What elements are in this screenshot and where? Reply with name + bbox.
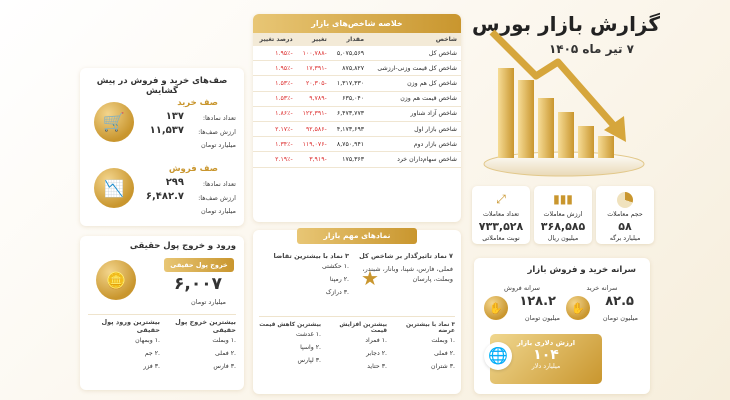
index-change-pct: -۲.۱۹٪: [253, 152, 297, 167]
col-change: تغییر: [297, 33, 331, 46]
demand-symbols: [259, 252, 349, 299]
sell-per-capita-unit: میلیون تومان: [524, 314, 560, 322]
buy-per-capita-value: ۸۲.۵: [605, 294, 634, 309]
stat-label: حجم معاملات: [607, 211, 643, 218]
table-row: [253, 152, 461, 167]
symbols-title: نمادهای مهم بازار: [297, 228, 417, 244]
dollar-value: ۱۰۴: [533, 347, 559, 363]
stat-unit: میلیون ریال: [547, 235, 579, 242]
index-value: ۸۷۵,۸۲۷: [331, 61, 368, 76]
table-row: [253, 106, 461, 121]
sell-per-capita: [484, 284, 560, 322]
stat-unit: نوبت معاملاتی: [482, 235, 520, 242]
index-name: شاخص کل هم وزن: [368, 76, 461, 91]
indices-card: [253, 14, 461, 222]
stat-value: ۳۶۸,۵۸۵: [540, 220, 586, 233]
cart-icon: 🛒: [94, 102, 134, 142]
buy-queue: [88, 96, 236, 152]
index-name: شاخص آزاد شناور: [368, 106, 461, 121]
index-change-pct: -۱.۹۵٪: [253, 61, 297, 76]
col-index: شاخص: [368, 33, 461, 46]
indices-table: [253, 33, 461, 168]
table-row: [253, 91, 461, 106]
col-change-pct: درصد تغییر: [253, 33, 297, 46]
sell-count-label: تعداد نمادها:: [202, 180, 236, 188]
sell-per-capita-label: سرانه فروش: [504, 284, 540, 292]
stat-volume: [596, 186, 654, 244]
buy-per-capita-unit: میلیون تومان: [602, 314, 638, 322]
hand-money-icon: ✋: [566, 296, 590, 320]
page-title: گزارش بازار بورس: [471, 12, 660, 36]
money-flow-title: ورود و خروج پول حقیقی: [129, 241, 236, 251]
top-outflow-title: بیشترین خروج پول حقیقی: [175, 318, 236, 334]
index-change-pct: -۲.۱۷٪: [253, 121, 297, 136]
index-change: -۲۰,۳۰۵: [297, 76, 331, 91]
list-item: .۳ فارس: [213, 363, 236, 370]
list-item: .۲ دجابر: [366, 350, 387, 357]
index-name: شاخص بازار دوم: [368, 137, 461, 152]
index-change-pct: -۱.۵۳٪: [253, 76, 297, 91]
supply-title: ۳ نماد با بیشترین عرضه: [406, 322, 455, 334]
index-value: ۱۷۵,۳۶۳: [331, 152, 368, 167]
list-item: .۳ حتاید: [367, 363, 387, 370]
per-capita-card: [474, 258, 650, 394]
sell-per-capita-value: ۱۲۸.۲: [519, 294, 556, 309]
globe-icon: 🌐: [484, 342, 512, 370]
index-change: -۹۲,۵۸۶: [297, 121, 331, 136]
fall-symbols: [259, 322, 321, 367]
list-item: .۱ وبملت: [212, 337, 236, 344]
index-value: ۴,۱۷۳,۶۹۳: [331, 121, 368, 136]
table-row: [253, 121, 461, 136]
index-value: ۶۳۵,۰۴۰: [331, 91, 368, 106]
star-icon: ★: [361, 266, 379, 290]
bar-chart-down-icon: 📉: [94, 168, 134, 208]
index-change: -۱۲۲,۳۹۱: [297, 106, 331, 121]
list-item: .۲ رمپنا: [329, 276, 349, 283]
index-name: شاخص بازار اول: [368, 121, 461, 136]
coins-icon: 🪙: [96, 260, 136, 300]
dollar-value-unit: میلیارد دلار: [531, 363, 561, 370]
dollar-value-box: [490, 334, 602, 384]
hand-money-icon: ✋: [484, 296, 508, 320]
per-capita-title: سرانه خرید و فروش بازار: [527, 265, 636, 275]
outflow-unit: میلیارد تومان: [190, 298, 226, 306]
demand-title: ۳ نماد با بیشترین تقاضا: [273, 252, 349, 260]
impact-title: ۷ نماد تاثیرگذار بر شاخص کل: [359, 252, 453, 260]
top-inflow: [88, 318, 160, 373]
supply-symbols: [391, 322, 455, 373]
list-item: .۲ واسپا: [300, 344, 321, 351]
stat-trades-count: [472, 186, 530, 244]
index-name: شاخص سهام‌داران خرد: [368, 152, 461, 167]
fall-title: بیشترین کاهش قیمت: [259, 322, 321, 328]
top-inflow-title: بیشترین ورود پول حقیقی: [101, 318, 160, 334]
outflow-badge: خروج پول حقیقی: [164, 258, 234, 272]
sell-queue: [88, 164, 236, 220]
col-value: مقدار: [331, 33, 368, 46]
list-item: .۳ لپارس: [297, 357, 321, 364]
rise-symbols: [325, 322, 387, 373]
symbols-card: [253, 230, 461, 394]
report-date: ۷ تیر ماه ۱۴۰۵: [548, 42, 634, 56]
falling-market-illustration: [476, 18, 652, 178]
index-name: شاخص کل: [368, 46, 461, 61]
table-row: [253, 137, 461, 152]
sell-value-label: ارزش صف‌ها:: [198, 194, 236, 202]
table-row: [253, 46, 461, 61]
index-value: ۱,۳۱۷,۳۳۰: [331, 76, 368, 91]
index-value: ۵,۰۷۵,۵۶۹: [331, 46, 368, 61]
list-item: .۱ حکشتی: [321, 263, 349, 270]
pie-icon: [617, 192, 633, 208]
list-item: .۳ شتران: [431, 363, 455, 370]
sell-value: ۶,۴۸۲.۷: [145, 191, 184, 202]
buy-per-capita-label: سرانه خرید: [586, 284, 618, 292]
index-change: -۱۰۰,۷۸۸: [297, 46, 331, 61]
bar-chart-icon: ▮▮▮: [553, 192, 573, 206]
list-item: .۳ درازک: [325, 289, 349, 296]
index-change: -۹,۷۸۹: [297, 91, 331, 106]
buy-count: ۱۳۷: [165, 111, 184, 122]
index-name: شاخص کل قیمت وزنی-ارزشی: [368, 61, 461, 76]
index-change: -۱۷,۳۹۱: [297, 61, 331, 76]
sell-unit: میلیارد تومان: [200, 207, 236, 215]
buy-count-label: تعداد نمادها:: [202, 114, 236, 122]
index-value: ۸,۷۵۰,۹۴۱: [331, 137, 368, 152]
trend-line-icon: ⤢: [496, 192, 506, 206]
index-change-pct: -۱.۳۴٪: [253, 137, 297, 152]
stat-value: ۷۳۳,۵۲۸: [478, 220, 524, 233]
stat-unit: میلیارد برگه: [609, 235, 641, 242]
buy-unit: میلیارد تومان: [200, 141, 236, 149]
index-change: -۳,۹۱۹: [297, 152, 331, 167]
indices-title: خلاصه شاخص‌های بازار: [253, 14, 461, 33]
impact-list: فملی، فارس، شپنا، وبانار، شبندر، وبملت، پارسان: [362, 265, 453, 283]
index-name: شاخص قیمت هم وزن: [368, 91, 461, 106]
list-item: .۱ غدشت: [295, 331, 321, 338]
dollar-value-label: ارزش دلاری بازار: [516, 339, 576, 347]
top-outflow: [164, 318, 236, 373]
buy-value: ۱۱,۵۳۷: [149, 125, 184, 136]
rise-title: بیشترین افزایش قیمت: [339, 322, 387, 334]
stat-value: ۵۸: [618, 220, 632, 233]
sell-count: ۲۹۹: [165, 177, 184, 188]
list-item: .۳ فزر: [143, 363, 160, 370]
stat-label: ارزش معاملات: [543, 211, 583, 218]
index-change: -۱۱۹,۰۷۶: [297, 137, 331, 152]
stat-label: تعداد معاملات: [482, 211, 520, 218]
table-header-row: [253, 33, 461, 46]
stat-value-traded: [534, 186, 592, 244]
list-item: .۱ فمراد: [365, 337, 387, 344]
orders-title: صف‌های خرید و فروش در پیش گشایش: [96, 76, 228, 96]
list-item: .۱ وبمهان: [135, 337, 160, 344]
index-change-pct: -۱.۵۳٪: [253, 91, 297, 106]
money-flow-card: [80, 236, 244, 390]
list-item: .۲ فملی: [433, 350, 455, 357]
outflow-value: ۶,۰۰۷: [174, 274, 222, 294]
list-item: .۱ وبملت: [431, 337, 455, 344]
sell-queue-label: صف فروش: [168, 164, 218, 174]
buy-queue-label: صف خرید: [177, 98, 218, 108]
index-value: ۶,۴۷۳,۷۷۳: [331, 106, 368, 121]
orders-card: [80, 68, 244, 226]
index-change-pct: -۱.۹۵٪: [253, 46, 297, 61]
index-change-pct: -۱.۸۶٪: [253, 106, 297, 121]
buy-value-label: ارزش صف‌ها:: [198, 128, 236, 136]
list-item: .۲ فملی: [214, 350, 236, 357]
list-item: .۲ جم: [144, 350, 160, 357]
table-row: [253, 61, 461, 76]
buy-per-capita: [566, 284, 638, 322]
table-row: [253, 76, 461, 91]
